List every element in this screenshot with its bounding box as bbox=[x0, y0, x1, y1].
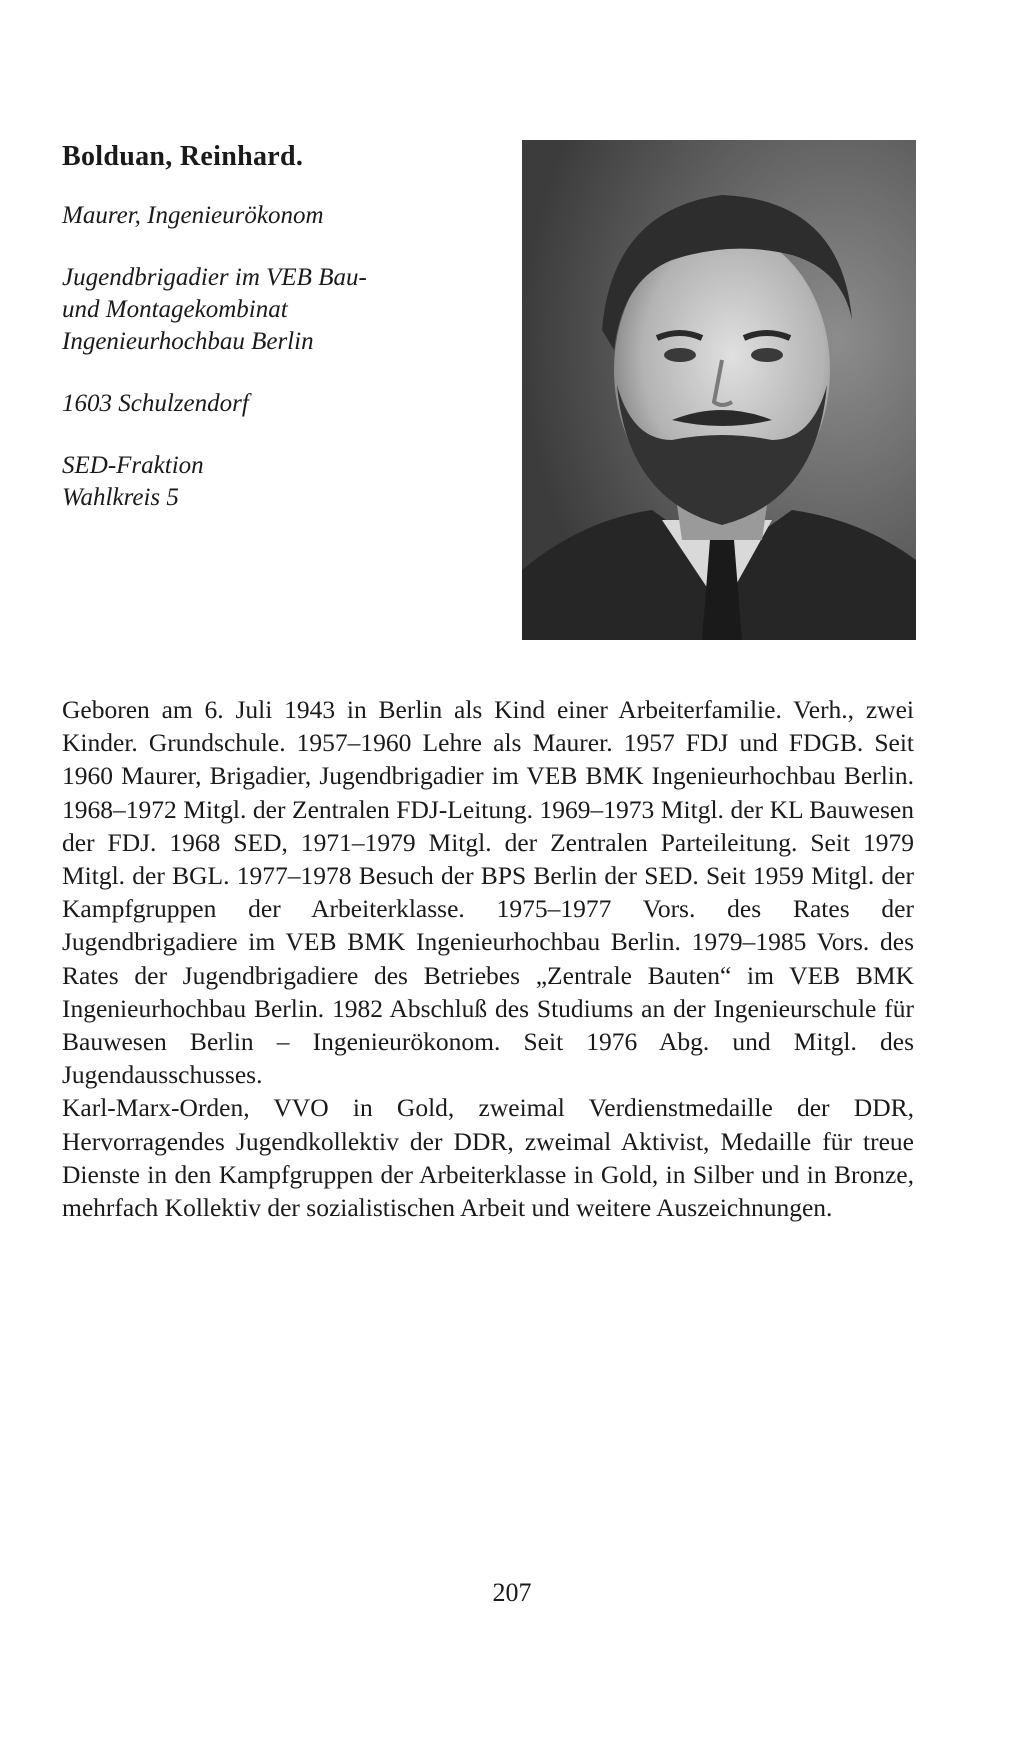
residence-text: 1603 Schulzendorf bbox=[62, 390, 249, 417]
person-name: Bolduan, Reinhard. bbox=[62, 141, 304, 172]
biography-paragraph-1: Geboren am 6. Juli 1943 in Berlin als Kind einer Arbeiterfamilie. Verh., zwei Kinder. Grundschule. 1957–1960 Lehre als Maurer. 1957 FDJ und FDGB. Seit 1960 Maurer, Brigadier, Jugendbrigadier im VEB BMK Ingenieurhochbau Berlin. 1968–1972 Mitgl. der Zentralen FDJ-Leitung. 1969–1973 Mitgl. der KL Bauwesen der FDJ. 1968 SED, 1971–1979 Mitgl. der Zentralen Parteileitung. Seit 1979 Mitgl. der BGL. 1977–1978 Besuch der BPS Berlin der SED. Seit 1959 Mitgl. der Kampfgruppen der Arbeiterklasse. 1975–1977 Vors. des Rates der Jugendbrigadiere im VEB BMK Ingenieurhochbau Berlin. 1979–1985 Vors. des Rates der Jugendbrigadiere des Betriebes „Zentrale Bauten“ im VEB BMK Ingenieurhochbau Berlin. 1982 Abschluß des Studiums an der Ingenieurschule für Bauwesen Berlin – Ingenieurökonom. Seit 1976 Abg. und Mitgl. des Jugendausschusses. bbox=[62, 695, 914, 1090]
biography-paragraph-2: Karl-Marx-Orden, VVO in Gold, zweimal Verdienstmedaille der DDR, Hervorragendes Jugendkollektiv der DDR, zweimal Aktivist, Medaille für treue Dienste in den Kampfgruppen der Arbeiterklasse in Gold, in Silber und in Bronze, mehrfach Kollektiv der sozialistischen Arbeit und weitere Auszeichnungen. bbox=[62, 1093, 914, 1223]
page-number: 207 bbox=[492, 1578, 532, 1607]
portrait-photo bbox=[522, 140, 916, 640]
constituency: Wahlkreis 5 bbox=[62, 484, 179, 511]
profession bbox=[62, 200, 482, 232]
profession-text: Maurer, Ingenieurökonom bbox=[62, 202, 324, 229]
position bbox=[62, 262, 482, 358]
faction-block bbox=[62, 450, 482, 514]
biography bbox=[62, 693, 914, 1224]
residence bbox=[62, 388, 482, 420]
position-line-2: und Montagekombinat bbox=[62, 296, 288, 323]
entry-header bbox=[62, 140, 482, 544]
faction: SED-Fraktion bbox=[62, 452, 204, 479]
position-line-1: Jugendbrigadier im VEB Bau- bbox=[62, 264, 367, 291]
position-line-3: Ingenieurhochbau Berlin bbox=[62, 328, 314, 355]
portrait-image bbox=[522, 140, 916, 640]
